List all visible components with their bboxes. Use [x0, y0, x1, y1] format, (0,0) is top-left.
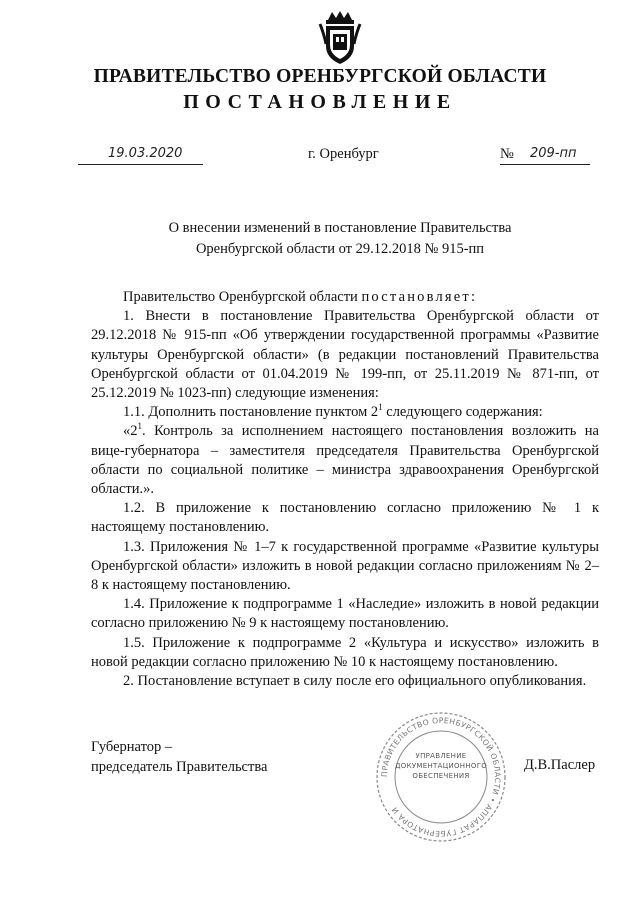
intro-text: Правительство Оренбургской области	[123, 289, 362, 305]
p11-text: 1.1. Дополнить постановление пунктом 2	[123, 404, 379, 421]
subject-line-2: Оренбургской области от 29.12.2018 № 915-пп	[195, 241, 485, 257]
paragraph-1: 1. Внести в постановление Правительства Оренбургской области от 29.12.2018 № 915-пп «Об утверждении государственной программы «Развитие культуры Оренбургской области» (в редакции постановлений Правительства Оренбургской области от 01.04.2019 № 199-пп, от 25.11.2019 № 871-пп, от 25.12.2019 № 1023-пп) следующие изменения:	[91, 308, 599, 402]
intro-colon: :	[470, 289, 475, 305]
stamp-ring-text: ПРАВИТЕЛЬСТВО ОРЕНБУРГСКОЙ ОБЛАСТИ • АППАРАТ ГУБЕРНАТОРА И	[379, 715, 503, 839]
stamp-inner-line-3: ОБЕСПЕЧЕНИЯ	[412, 772, 470, 780]
document-type: ПОСТАНОВЛЕНИЕ	[183, 91, 457, 113]
quoted-paragraph	[91, 422, 599, 499]
document-city: г. Оренбург	[308, 146, 379, 162]
stamp-inner-line-2: ДОКУМЕНТАЦИОННОГО	[395, 762, 488, 770]
signatory-title	[91, 738, 267, 777]
signatory-title-line-1: Губернатор –	[91, 739, 173, 755]
paragraph-1-3: 1.3. Приложения № 1–7 к государственной программе «Развитие культуры Оренбургской области» изложить в новой редакции согласно приложениям № 2–8 к настоящему постановлению.	[91, 538, 599, 594]
paragraph-2: 2. Постановление вступает в силу после его официального опубликования.	[123, 673, 587, 690]
quote-start: «2	[123, 423, 138, 440]
signatory-name: Д.В.Паслер	[524, 757, 596, 773]
document-date: 19.03.2020	[108, 146, 183, 161]
intro-spaced-word: постановляет	[361, 289, 471, 305]
stamp-inner-text	[395, 751, 487, 781]
subject-line-1: О внесении изменений в постановление Правительства	[168, 220, 512, 236]
p11-tail: следующего содержания:	[382, 404, 543, 421]
paragraph-1-4: 1.4. Приложение к подпрограмме 1 «Наследие» изложить в новой редакции согласно приложению № 9 к настоящему постановлению.	[91, 596, 599, 632]
document-number: 209-пп	[530, 146, 577, 161]
number-sign: №	[500, 146, 514, 162]
p11-superscript: 1	[378, 402, 383, 413]
intro-paragraph	[91, 288, 599, 307]
paragraph-1-2: 1.2. В приложение к постановлению согласно приложению № 1 к настоящему постановлению.	[91, 500, 599, 536]
organization-title: ПРАВИТЕЛЬСТВО ОРЕНБУРГСКОЙ ОБЛАСТИ	[93, 66, 547, 87]
quote-superscript: 1	[137, 421, 142, 432]
document-body	[91, 288, 599, 691]
coat-of-arms-icon	[318, 10, 362, 66]
stamp-inner-line-1: УПРАВЛЕНИЕ	[415, 752, 467, 760]
document-date-field	[78, 144, 203, 165]
paragraph-1-1	[91, 403, 599, 422]
quote-text: . Контроль за исполнением настоящего постановления возложить на вице-губернатора – заместителя председателя Правительства Оренбургской области по социальной политике – министра здравоохранения Оренбургской области.».	[91, 423, 599, 498]
signatory-title-line-2: председатель Правительства	[91, 758, 268, 775]
document-number-field	[500, 144, 590, 165]
paragraph-1-5: 1.5. Приложение к подпрограмме 2 «Культура и искусство» изложить в новой редакции согласно приложению № 10 к настоящему постановлению.	[91, 634, 599, 670]
document-subject	[100, 218, 580, 260]
